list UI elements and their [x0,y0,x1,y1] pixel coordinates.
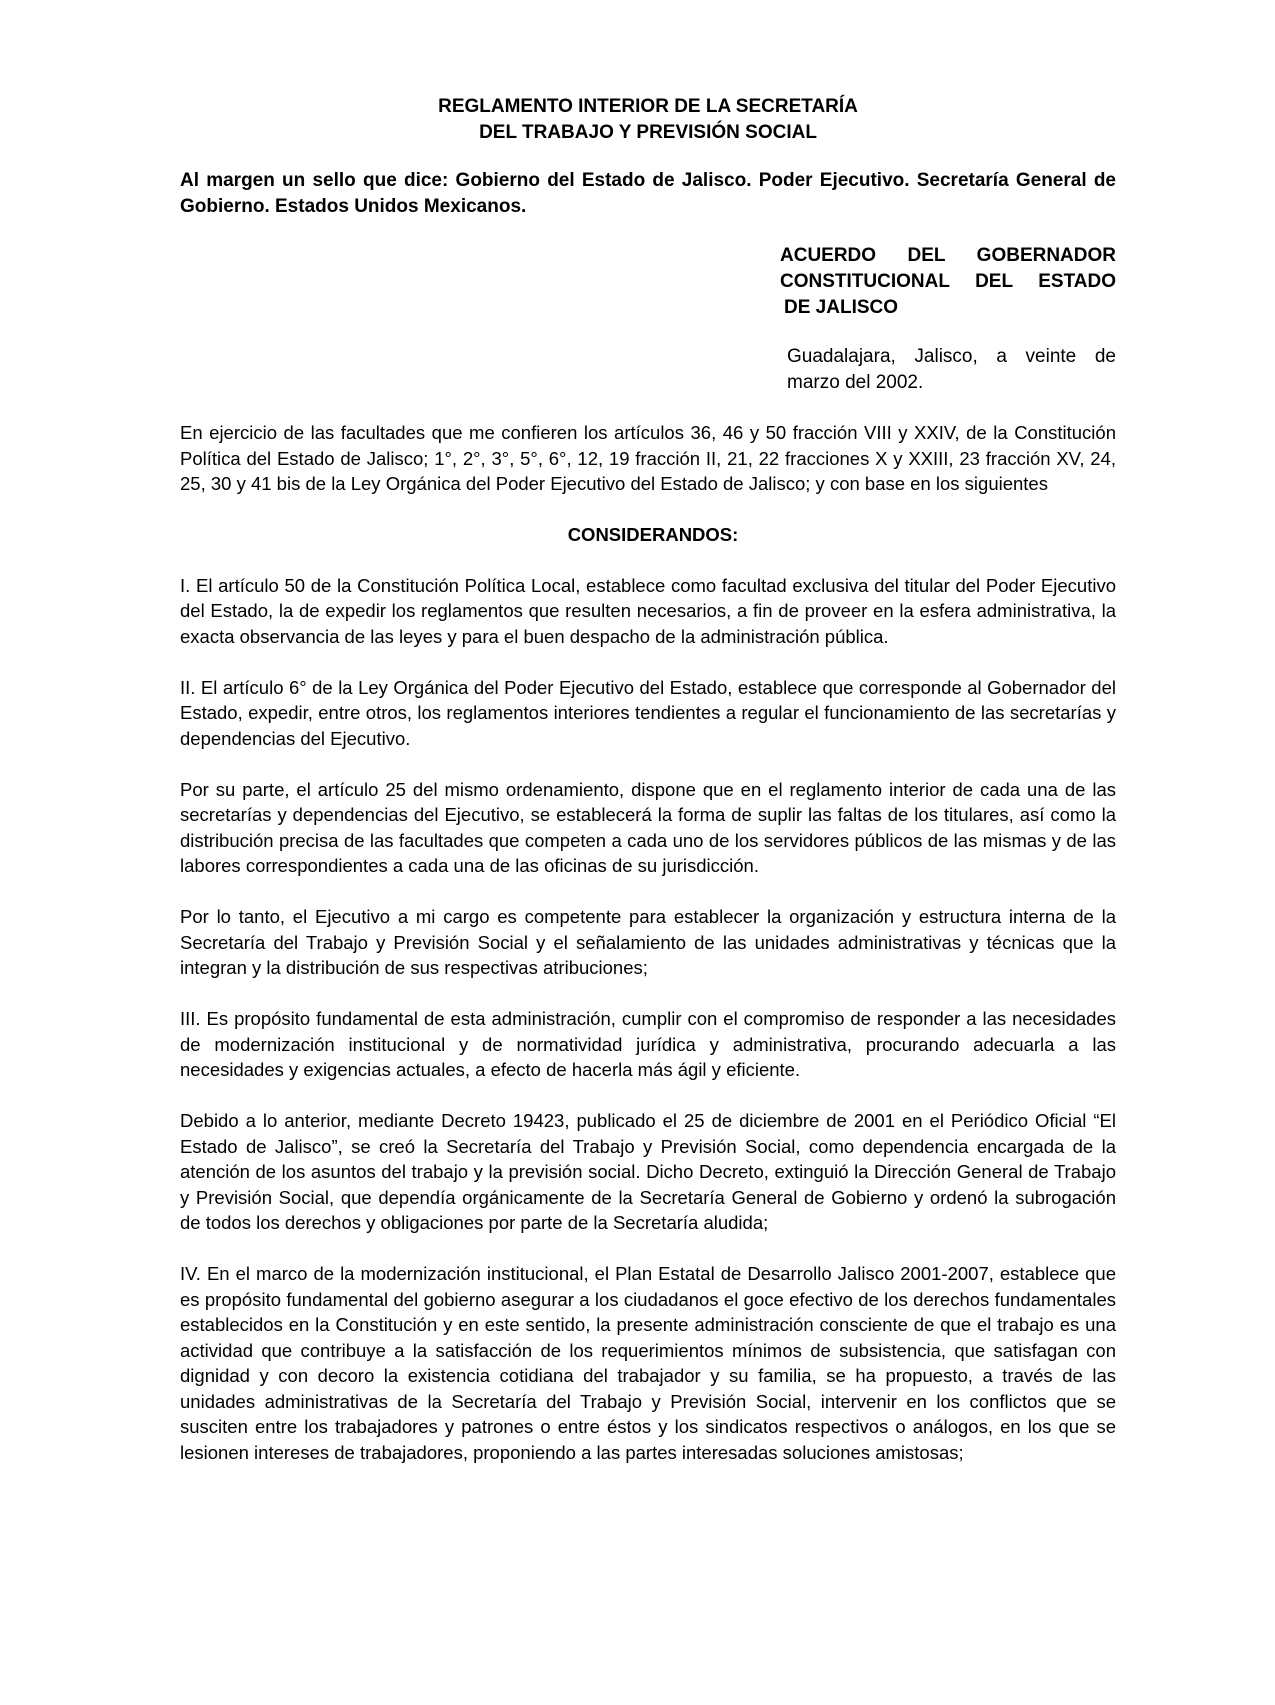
document-page [180,0,1116,1705]
place-date-line-1: Guadalajara, Jalisco, a veinte de [787,346,1116,367]
considerando-paragraph: Por su parte, el artículo 25 del mismo ordenamiento, dispone que en el reglamento interior de cada una de las secretarías y dependencias del Ejecutivo, se establecerá la forma de suplir las faltas de los titulares, así como la distribución precisa de las facultades que competen a cada uno de los servidores públicos de las mismas y de las labores correspondientes a cada una de las oficinas de su jurisdicción. [180,778,1116,876]
considerando-paragraph: Debido a lo anterior, mediante Decreto 19423, publicado el 25 de diciembre de 2001 en el Periódico Oficial “El Estado de Jalisco”, se creó la Secretaría del Trabajo y Previsión Social, como dependencia encargada de la atención de los asuntos del trabajo y la previsión social. Dicho Decreto, extinguió la Dirección General de Trabajo y Previsión Social, que dependía orgánicamente de la Secretaría General de Gobierno y ordenó la subrogación de todos los derechos y obligaciones por parte de la Secretaría aludida; [180,1110,1116,1233]
document-body [180,420,1116,1491]
decree-heading [780,243,1116,321]
considerando-paragraph: III. Es propósito fundamental de esta administración, cumplir con el compromiso de responder a las necesidades de modernización institucional y de normatividad jurídica y administrativa, procurando adecuarla a las necesidades y exigencias actuales, a efecto de hacerla más ágil y eficiente. [180,1008,1116,1080]
document-title [180,94,1116,146]
title-line-1: REGLAMENTO INTERIOR DE LA SECRETARÍA [438,96,858,117]
considerandos-heading: CONSIDERANDOS: [567,524,739,545]
intro-paragraph: En ejercicio de las facultades que me confieren los artículos 36, 46 y 50 fracción VIII y XXIV, de la Constitución Política del Estado de Jalisco; 1°, 2°, 3°, 5°, 6°, 12, 19 fracción II, 21, 22 fracciones X y XXIII, 23 fracción XV, 24, 25, 30 y 41 bis de la Ley Orgánica del Poder Ejecutivo del Estado de Jalisco; y con base en los siguientes [180,422,1116,494]
decree-heading-line-2: CONSTITUCIONAL DEL ESTADO [780,271,1116,292]
title-line-2: DEL TRABAJO Y PREVISIÓN SOCIAL [479,122,817,143]
considerando-paragraph: IV. En el marco de la modernización institucional, el Plan Estatal de Desarrollo Jalisco 2001-2007, establece que es propósito fundamental del gobierno asegurar a los ciudadanos el goce efectivo de los derechos fundamentales establecidos en la Constitución y en este sentido, la presente administración consciente de que el trabajo es una actividad que contribuye a la satisfacción de los requerimientos mínimos de subsistencia, que satisfagan con dignidad y con decoro la existencia cotidiana del trabajador y su familia, se ha propuesto, a través de las unidades administrativas de la Secretaría del Trabajo y Previsión Social, intervenir en los conflictos que se susciten entre los trabajadores y patrones o entre éstos y los sindicatos respectivos o análogos, en los que se lesionen intereses de trabajadores, proponiendo a las partes interesadas soluciones amistosas; [180,1263,1116,1463]
considerando-paragraph: Por lo tanto, el Ejecutivo a mi cargo es competente para establecer la organización y estructura interna de la Secretaría del Trabajo y Previsión Social y el señalamiento de las unidades administrativas y técnicas que la integran y la distribución de sus respectivas atribuciones; [180,906,1116,978]
considerando-paragraph: I. El artículo 50 de la Constitución Política Local, establece como facultad exclusiva del titular del Poder Ejecutivo del Estado, la de expedir los reglamentos que resulten necesarios, a fin de proveer en la esfera administrativa, la exacta observancia de las leyes y para el buen despacho de la administración pública. [180,574,1116,647]
decree-heading-line-3: DE JALISCO [784,297,899,318]
place-date-line-2: marzo del 2002. [787,372,924,393]
considerando-paragraph: II. El artículo 6° de la Ley Orgánica del Poder Ejecutivo del Estado, establece que corresponde al Gobernador del Estado, expedir, entre otros, los reglamentos interiores tendientes a regular el funcionamiento de las secretarías y dependencias del Ejecutivo. [180,676,1116,749]
decree-heading-line-1: ACUERDO DEL GOBERNADOR [780,245,1116,266]
seal-note: Al margen un sello que dice: Gobierno del Estado de Jalisco. Poder Ejecutivo. Secretaría General de Gobierno. Estados Unidos Mexicanos. [180,170,1116,217]
place-date [787,344,1116,396]
